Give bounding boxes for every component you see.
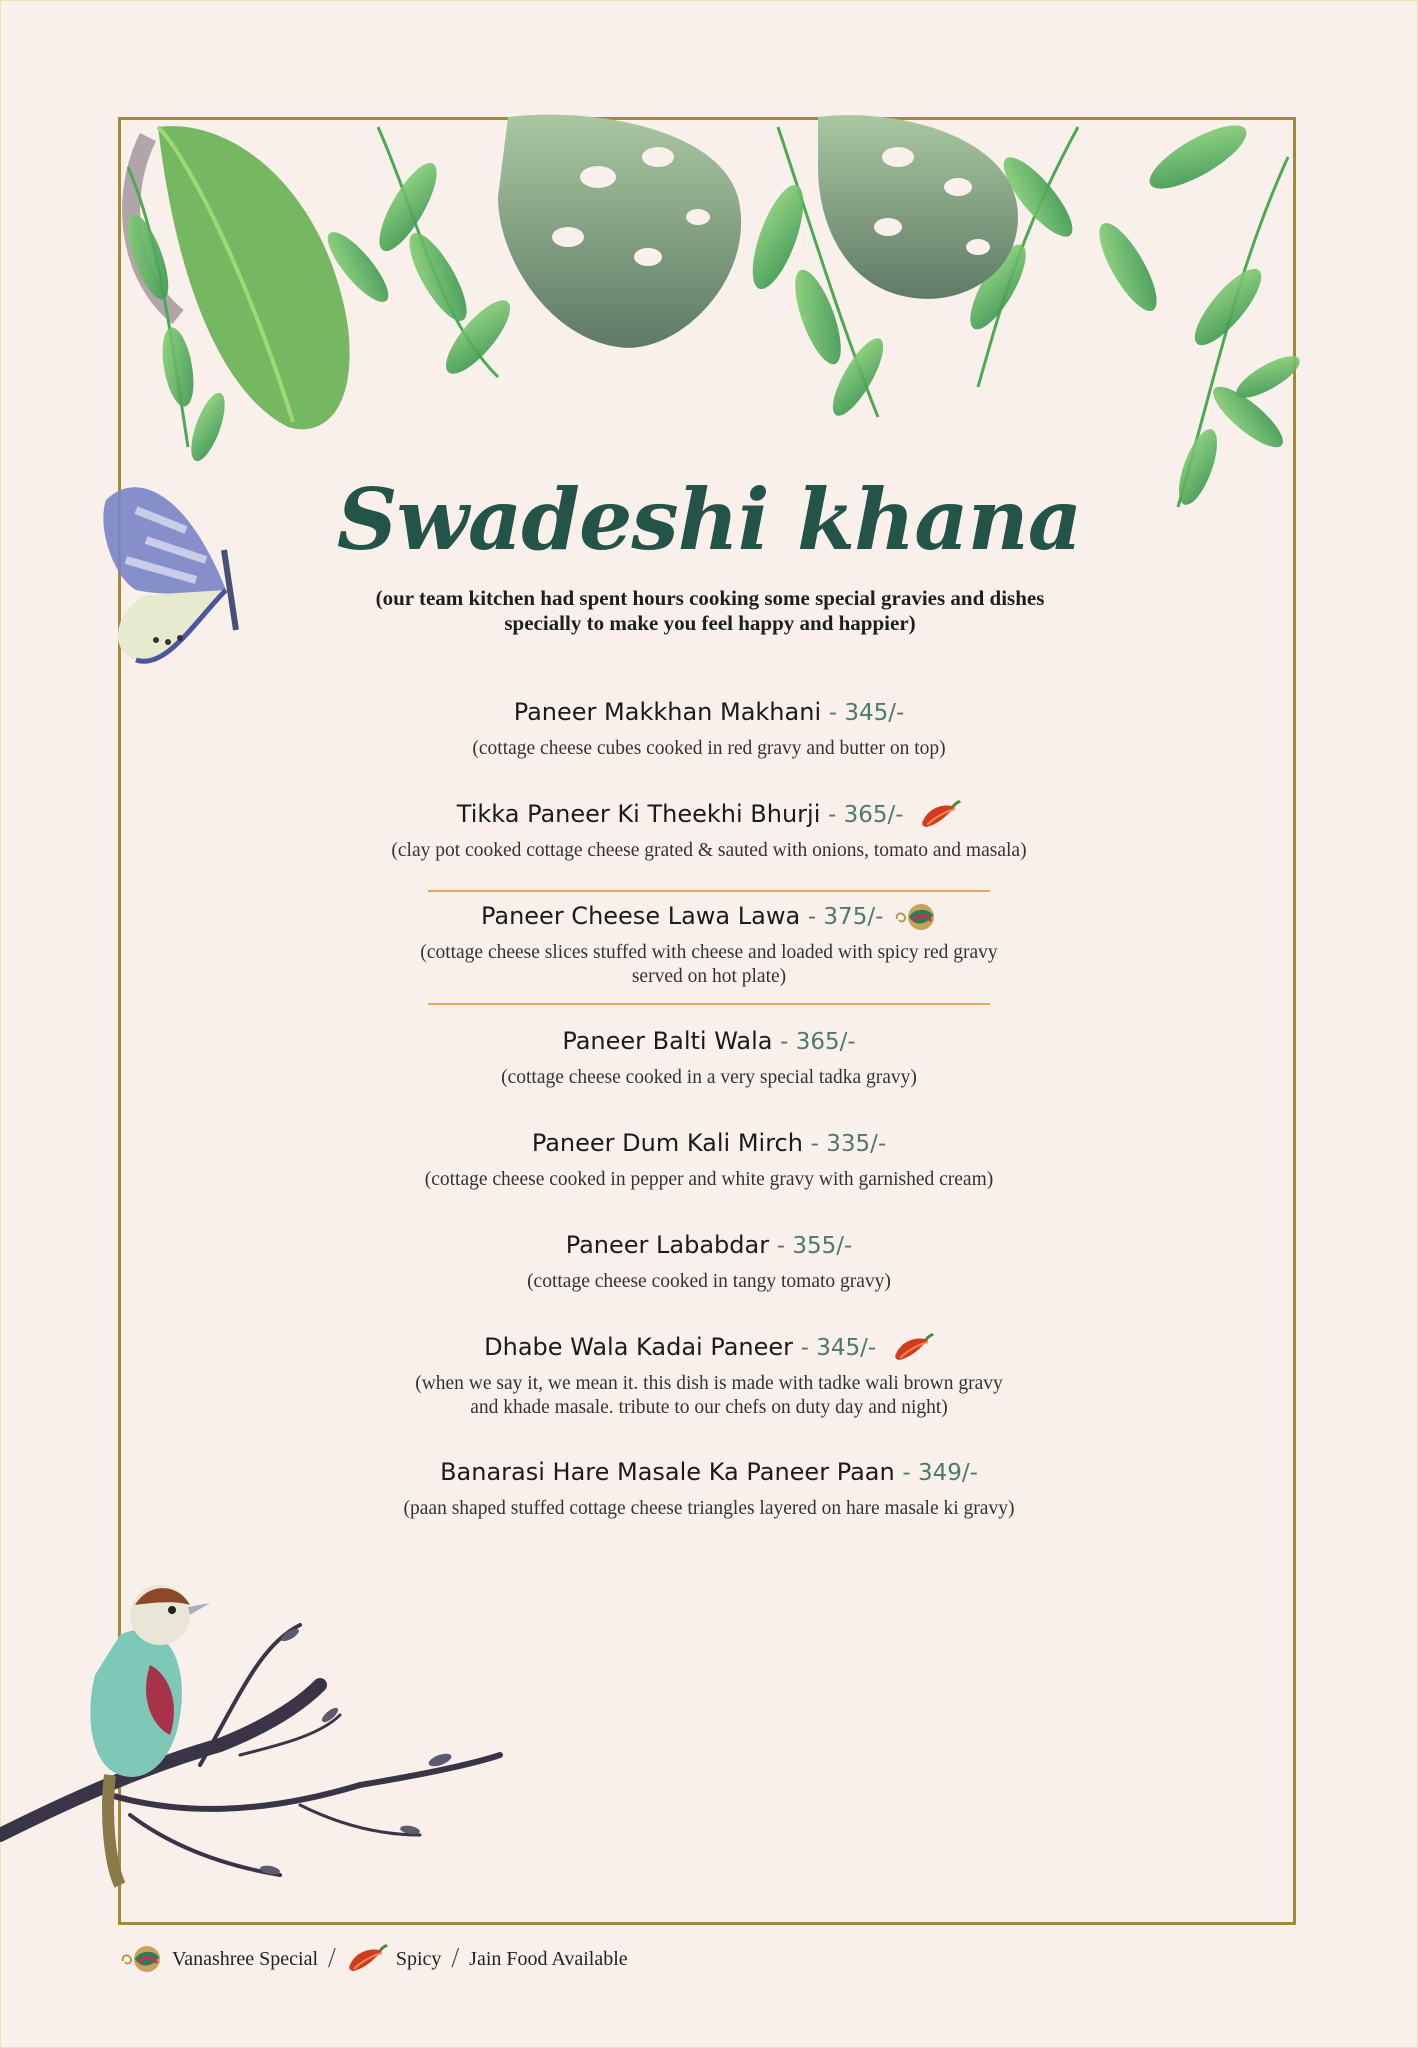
menu-item (330, 1331, 1088, 1420)
dish-name: Paneer Lababdar (565, 1231, 770, 1259)
chili-icon (346, 1943, 388, 1975)
menu-item (330, 1127, 1088, 1192)
vanashree-special-icon (893, 901, 937, 933)
dish-name: Tikka Paneer Ki Theekhi Bhurji (456, 800, 821, 828)
dish-description: (cottage cheese slices stuffed with cheese and loaded with spicy red gravy served on hot plate) (420, 942, 998, 987)
tropical-leaves-illustration (118, 117, 1298, 527)
divider (428, 890, 990, 892)
legend-jain-label: Jain Food Available (469, 1947, 628, 1970)
dish-name: Banarasi Hare Masale Ka Paneer Paan (440, 1458, 895, 1486)
dish-price: - 375/- (807, 904, 884, 930)
dish-name: Paneer Makkhan Makhani (513, 698, 822, 726)
legend-vanashree-label: Vanashree Special (172, 1947, 319, 1970)
vanashree-special-icon (118, 1943, 164, 1975)
chili-icon (892, 1332, 934, 1364)
dish-description: (cottage cheese cooked in a very special tadka gravy) (501, 1067, 917, 1088)
menu-item (330, 1456, 1088, 1521)
dish-description: (clay pot cooked cottage cheese grated & sauted with onions, tomato and masala) (391, 840, 1027, 861)
dish-name: Paneer Balti Wala (562, 1027, 773, 1055)
legend-separator: / (451, 1943, 460, 1974)
dish-price: - 365/- (780, 1029, 856, 1055)
divider (428, 1003, 990, 1005)
legend-spicy-label: Spicy (395, 1947, 442, 1970)
dish-price: - 335/- (810, 1131, 887, 1157)
dish-description: (cottage cheese cubes cooked in red gravy and butter on top) (472, 738, 946, 759)
menu-title: Swadeshi khana (336, 470, 1082, 569)
dish-price: - 345/- (828, 700, 905, 726)
dish-description: (cottage cheese cooked in tangy tomato gravy) (527, 1271, 891, 1292)
menu-item (330, 900, 1088, 989)
menu-item (330, 798, 1088, 863)
dish-description: (paan shaped stuffed cottage cheese triangles layered on hare masale ki gravy) (403, 1498, 1015, 1519)
dish-price: - 349/- (902, 1460, 978, 1486)
dish-price: - 345/- (800, 1335, 877, 1361)
menu-item (330, 1229, 1088, 1294)
dish-price: - 355/- (776, 1233, 853, 1259)
bird-on-branch-illustration (0, 1565, 520, 1895)
dish-name: Paneer Cheese Lawa Lawa (480, 902, 801, 930)
menu-item (330, 1025, 1088, 1090)
dish-name: Dhabe Wala Kadai Paneer (484, 1333, 794, 1361)
legend-separator: / (328, 1943, 336, 1974)
dish-description: (when we say it, we mean it. this dish is made with tadke wali brown gravy and khade masale. tribute to our chefs on duty day and night) (415, 1373, 1003, 1418)
legend (118, 1942, 628, 1976)
menu-subtitle: (our team kitchen had spent hours cooking some special gravies and dishes specially to make you feel happy and happier) (375, 586, 1045, 635)
dish-description: (cottage cheese cooked in pepper and white gravy with garnished cream) (424, 1169, 994, 1190)
chili-icon (919, 799, 961, 831)
dish-price: - 365/- (828, 802, 904, 828)
menu-item (330, 696, 1088, 761)
dish-name: Paneer Dum Kali Mirch (531, 1129, 803, 1157)
